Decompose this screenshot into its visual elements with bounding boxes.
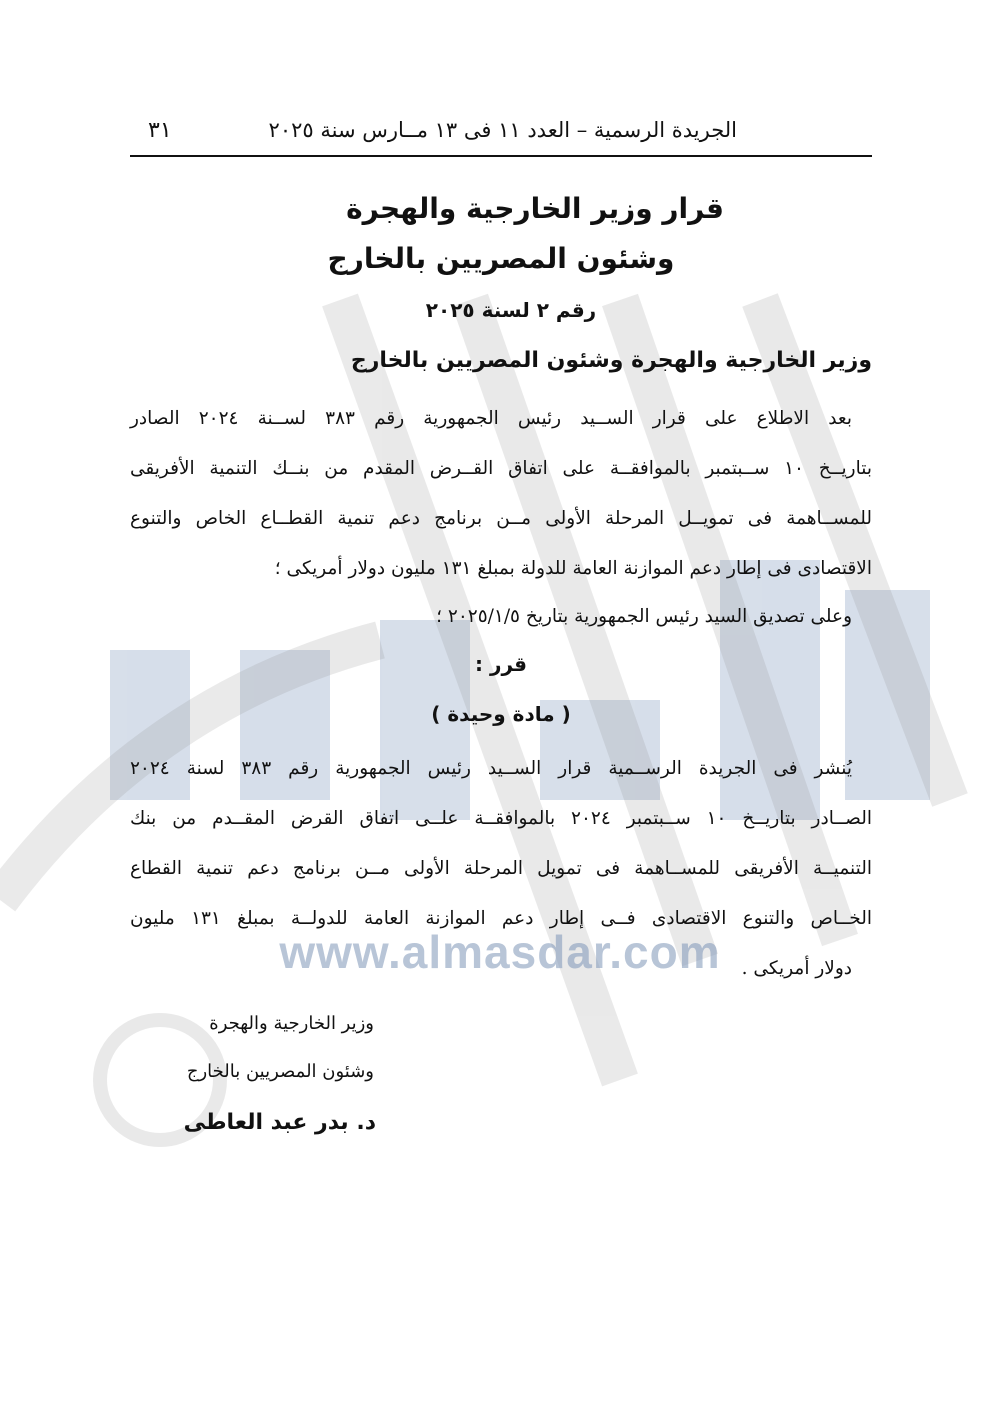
decision-label: قرر : [474,652,527,676]
article-line: دولار أمريكى . [741,958,852,979]
signature-title-line1: وزير الخارجية والهجرة [209,1013,374,1034]
page-number: ٣١ [148,118,172,143]
article-line: الصــادر بتاريــخ ١٠ ســبتمبر ٢٠٢٤ بالموافقــة علــى اتفاق القرض المقــدم من بنك [130,808,872,829]
signature-title-line2: وشئون المصريين بالخارج [186,1061,374,1082]
decree-number: رقم ٢ لسنة ٢٠٢٥ [425,298,597,322]
page-header [130,112,872,152]
decree-title-line2: وشئون المصريين بالخارج [327,242,675,275]
article-label: ( مادة وحيدة ) [431,702,571,726]
article-line: الخــاص والتنوع الاقتصادى فــى إطار دعم الموازنة العامة للدولــة بمبلغ ١٣١ مليون [130,908,873,929]
preamble-line: الاقتصادى فى إطار دعم الموازنة العامة للدولة بمبلغ ١٣١ مليون دولار أمريكى ؛ [274,558,872,579]
preamble-line: للمســاهمة فى تمويــل المرحلة الأولى مــن برنامج دعم تنمية القطــاع الخاص والتنوع [130,508,872,529]
preamble-line: وعلى تصديق السيد رئيس الجمهورية بتاريخ ٢٠٢٥/١/٥ ؛ [436,606,852,627]
decree-title-line1: قرار وزير الخارجية والهجرة [346,192,724,225]
preamble-line: بتاريــخ ١٠ ســبتمبر بالموافقــة على اتفاق القــرض المقدم من بنــك التنمية الأفريقى [130,458,872,479]
header-divider [130,155,872,157]
gazette-header-title: الجريدة الرسمية – العدد ١١ فى ١٣ مــارس سنة ٢٠٢٥ [268,118,737,142]
watermark-bar [720,560,820,820]
watermark-bar [845,590,930,800]
article-line: يُنشر فى الجريدة الرســمية قرار الســيد رئيس الجمهورية رقم ٣٨٣ لسنة ٢٠٢٤ [130,758,852,779]
decree-issuer: وزير الخارجية والهجرة وشئون المصريين بالخارج [350,348,872,373]
signature-name: د. بدر عبد العاطى [183,1110,376,1135]
watermark-url: www.almasdar.com [279,926,721,978]
article-line: التنميــة الأفريقى للمســاهمة فى تمويل المرحلة الأولى مــن برنامج دعم تنمية القطاع [130,858,872,879]
preamble-line: بعد الاطلاع على قرار الســيد رئيس الجمهورية رقم ٣٨٣ لســنة ٢٠٢٤ الصادر [130,408,852,429]
